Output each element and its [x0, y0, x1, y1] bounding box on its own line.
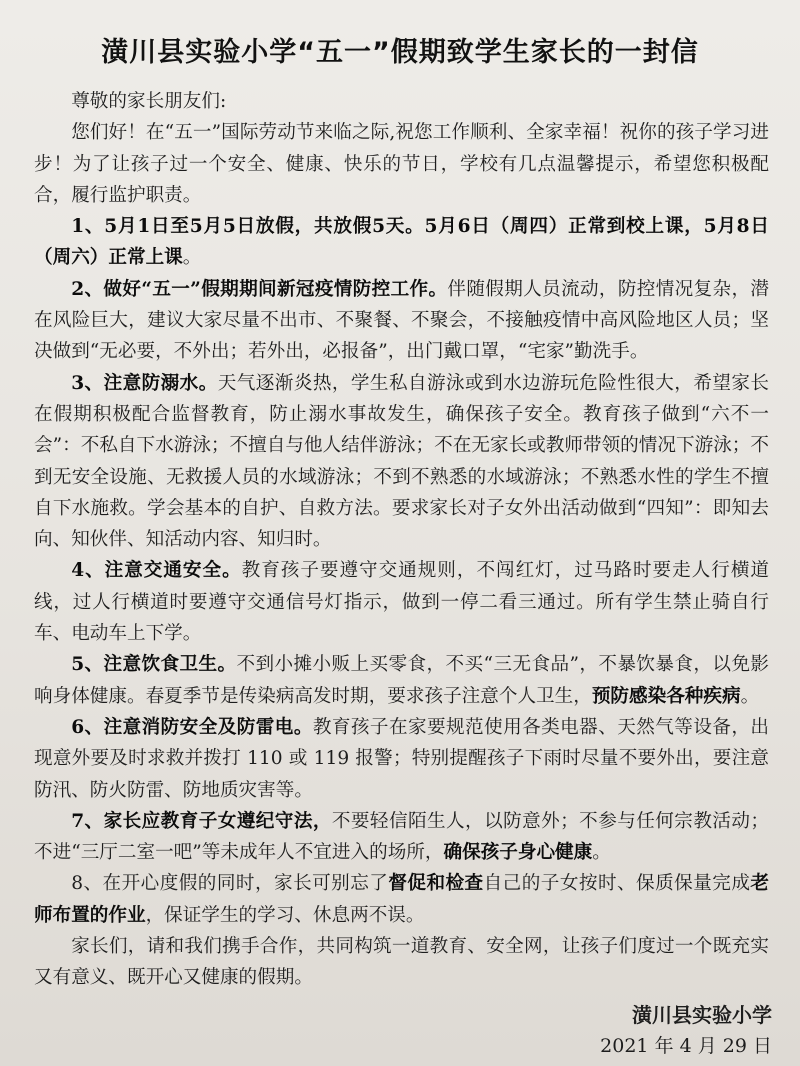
item-4-heading: 4、注意交通安全。 — [71, 560, 242, 582]
item-1-text: 。 — [182, 247, 202, 269]
item-5-text: 不到小摊小贩上买零食，不买“三无食品”，不暴饮暴食，以免影响身体健康。春夏季节是传染病高发时期，要求孩子注意个人卫生， — [34, 654, 769, 707]
item-5-heading: 5、注意饮食卫生。 — [71, 654, 237, 676]
item-8-emphasis-1: 督促和检查 — [388, 873, 484, 895]
item-3 — [34, 368, 769, 556]
greeting: 尊敬的家长朋友们: — [71, 91, 227, 112]
item-3-text: 天气逐渐炎热，学生私自游泳或到水边游玩危险性很大，希望家长在假期积极配合监督教育，防止溺水事故发生，确保孩子安全。教育孩子做到“六不一会”：不私自下水游泳；不擅自与他人结伴游泳；不在无家长或教师带领的情况下游泳；不到无安全设施、无救援人员的水域游泳；不到不熟悉的水域游泳；不熟悉水性的学生不擅自下水施救。学会基本的自护、自救方法。要求家长对子女外出活动做到“四知”：即知去向、知伙伴、知活动内容、知归时。 — [34, 372, 769, 551]
item-5 — [34, 649, 769, 712]
item-1-heading: 1、5月1日至5月5日放假，共放假5天。5月6日（周四）正常到校上课，5月8日（周六）正常上课 — [34, 216, 769, 269]
item-7-text: 不要轻信陌生人，以防意外；不参与任何宗教活动；不进“三厅二室一吧”等未成年人不宜进入的场所， — [34, 810, 769, 864]
item-6 — [34, 712, 769, 806]
item-8-emphasis-2: 老师布置的作业 — [34, 873, 769, 926]
item-7-emphasis: 确保孩子身心健康 — [443, 842, 593, 864]
letter-body — [34, 86, 769, 994]
item-1 — [34, 211, 769, 274]
item-6-text: 教育孩子在家要规范使用各类电器、天然气等设备，出现意外要及时求救并拨打 110 或 119 报警；特别提醒孩子下雨时尽量不要外出，要注意防汛、防火防雷、防地质灾害等。 — [34, 716, 769, 801]
item-2-text: 伴随假期人员流动，防控情况复杂，潜在风险巨大，建议大家尽量不出市、不聚餐、不聚会，不接触疫情中高风险地区人员；坚决做到“无必要，不外出；若外出，必报备”，出门戴口罩，“宅家”勤洗手。 — [34, 278, 769, 363]
item-2-heading: 2、做好“五一”假期期间新冠疫情防控工作。 — [71, 278, 448, 300]
item-7-heading: 7、家长应教育子女遵纪守法， — [71, 810, 332, 832]
item-4 — [34, 555, 769, 649]
intro-paragraph: 您们好！在“五一”国际劳动节来临之际,祝您工作顺利、全家幸福！祝你的孩子学习进步！为了让孩子过一个安全、健康、快乐的节日，学校有几点温馨提示，希望您积极配合，履行监护职责。 — [34, 122, 769, 206]
item-7-end: 。 — [592, 842, 611, 864]
item-8-text: 自己的子女按时、保质保量完成 — [483, 873, 751, 895]
item-3-heading: 3、注意防溺水。 — [71, 372, 218, 394]
item-2 — [34, 274, 769, 368]
item-6-heading: 6、注意消防安全及防雷电。 — [71, 716, 313, 738]
signature-block — [552, 1000, 772, 1062]
item-8 — [34, 868, 769, 931]
item-5-end: 。 — [740, 685, 760, 707]
item-5-emphasis: 预防感染各种疾病 — [591, 685, 741, 707]
letter-title: 潢川县实验小学“五一”假期致学生家长的一封信 — [101, 37, 699, 68]
signature-date: 2021 年 4 月 29 日 — [600, 1035, 772, 1057]
item-4-text: 教育孩子要遵守交通规则，不闯红灯，过马路时要走人行横道线，过人行横道时要遵守交通信号灯指示，做到一停二看三通过。所有学生禁止骑自行车、电动车上下学。 — [34, 560, 769, 645]
item-8-end: ，保证学生的学习、休息两不误。 — [145, 904, 425, 926]
item-8-lead: 8、在开心度假的同时，家长可别忘了 — [71, 873, 389, 895]
closing-paragraph: 家长们，请和我们携手合作，共同构筑一道教育、安全网，让孩子们度过一个既充实又有意义、既开心又健康的假期。 — [34, 936, 769, 989]
item-7 — [34, 806, 769, 869]
signature-organization: 潢川县实验小学 — [632, 1003, 772, 1027]
